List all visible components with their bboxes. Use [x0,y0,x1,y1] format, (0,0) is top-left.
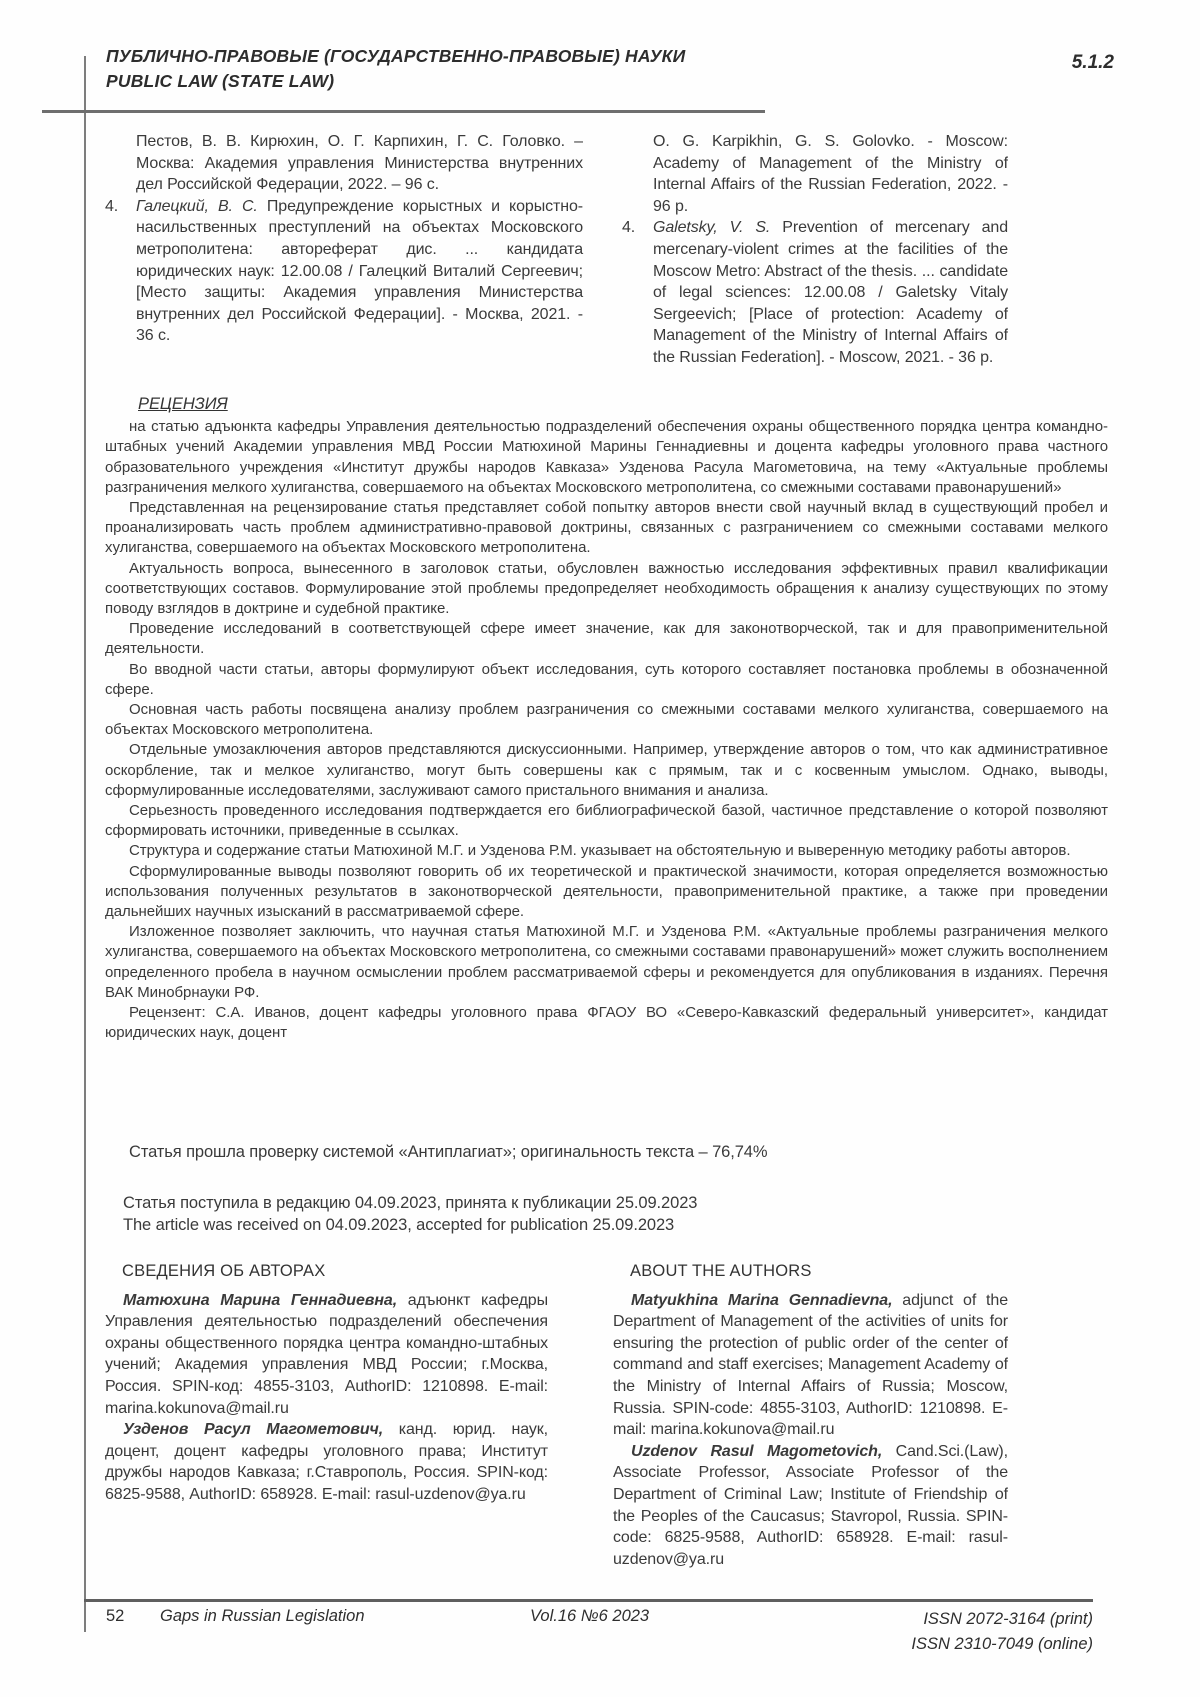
authors-column-ru [105,1261,548,1595]
review-section [105,394,1108,1142]
author-bio [105,1419,548,1505]
review-paragraph: Сформулированные выводы позволяют говорить об их теоретической и практической значимости, которая определяется возможностью использования полученных результатов в законотворческой деятельности, правоприменительной практике, а также при проведении дальнейших научных изысканий в рассматриваемой сфере. [105,862,1108,921]
reference-text: O. G. Karpikhin, G. S. Golovko. - Moscow: Academy of Management of the Ministry of Internal Affairs of the Russian Federation, 2022. - 96 p. [653,133,1008,215]
reference-text: Предупреждение корыстных и корыстно-насильственных преступлений на объектах Московского метрополитена: автореферат дис. ... кандидата юридических наук: 12.00.08 / Галецкий Виталий Сергеевич; [Место защиты: Академия управления Министерства внутренних дел Российской Федерации]. - Москва, 2021. - 36 с. [136,197,583,345]
review-paragraph: на статью адъюнкта кафедры Управления деятельностью подразделений обеспечения охраны общественного порядка центра командно-штабных учений Академии управления МВД России Матюхиной Марины Геннадиевны и доцента кафедры уголовного права частного образовательного учреждения «Институт дружбы народов Кавказа» Узденова Расула Магометовича, на тему «Актуальные проблемы разграничения мелкого хулиганства, совершаемого на объектах Московского метрополитена, со смежными составами правонарушений» [105,418,1108,496]
review-paragraph: Актуальность вопроса, вынесенного в заголовок статьи, обусловлен важностью исследования эффективных правил квалификации соответствующих составов. Формулирование этой проблемы предопределяет необходимость обращения к анализу существующих по этому поводу взглядов в доктрине и судебной практике. [105,559,1108,618]
review-paragraph: Представленная на рецензирование статья представляет собой попытку авторов внести свой научный вклад в существующий пробел и проанализировать часть проблем административно-правовой доктрины, связанных с разграничением со смежными составами мелкого хулиганства, совершаемого на объектах Московского метрополитена. [105,499,1108,557]
reference-text: Пестов, В. В. Кирюхин, О. Г. Карпихин, Г. С. Головко. – Москва: Академия управления Министерства внутренних дел Российской Федерации, 2022. – 96 с. [136,133,583,194]
header-title-en: PUBLIC LAW (STATE LAW) [106,71,335,91]
review-paragraph: Рецензент: С.А. Иванов, доцент кафедры уголовного права ФГАОУ ВО «Северо-Кавказский федеральный университет», кандидат юридических наук, доцент [105,1004,1108,1042]
references-section [105,131,1008,377]
issn-block [911,1607,1093,1657]
authors-heading-ru: СВЕДЕНИЯ ОБ АВТОРАХ [122,1262,326,1280]
author-name: Uzdenov Rasul Magometovich, [631,1442,883,1460]
review-paragraph: Проведение исследований в соответствующей сфере имеет значение, как для законотворческой, так и для правоприменительной деятельности. [105,620,1108,658]
author-bio [613,1290,1008,1441]
reference-number [105,131,136,196]
author-name: Matyukhina Marina Gennadievna, [631,1291,893,1309]
reference-author: Галецкий, В. С. [136,197,258,215]
footer-rule [84,1599,1093,1602]
author-name: Узденов Расул Магометович, [123,1421,384,1439]
reference-item [105,131,583,196]
references-column-en [622,131,1008,377]
author-name: Матюхина Марина Геннадиевна, [123,1291,398,1309]
issn-print: ISSN 2072-3164 (print) [923,1610,1093,1628]
submission-date-en: The article was received on 04.09.2023, accepted for publication 25.09.2023 [123,1216,675,1234]
references-column-ru [105,131,583,377]
section-code: 5.1.2 [1071,52,1114,73]
review-paragraph: Изложенное позволяет заключить, что научная статья Матюхиной М.Г. и Узденова Р.М. «Актуальные проблемы разграничения мелкого хулиганства, совершаемого на объектах Московского метрополитена, со смежными составами правонарушений» может служить восполнением определенного пробела в научном осмыслении проблем рассматриваемой сферы и рекомендуется для опубликования в изданиях. Перечня ВАК Минобрнауки РФ. [105,923,1108,1001]
reference-author: Galetsky, V. S. [653,219,771,237]
review-paragraph: Отдельные умозаключения авторов представляются дискуссионными. Например, утверждение авторов о том, что как административное оскорбление, так и мелкое хулиганство, могут быть совершены как с прямым, так и с косвенным умыслом. Однако, выводы, сформулированные исследователями, заслуживают самого пристального внимания и анализа. [105,741,1108,799]
review-paragraph: Серьезность проведенного исследования подтверждается его библиографической базой, частичное представление о которой позволяют сформировать источники, приведенные в ссылках. [105,802,1108,840]
journal-title: Gaps in Russian Legislation [160,1607,365,1625]
review-paragraph: Структура и содержание статьи Матюхиной М.Г. и Узденова Р.М. указывает на обстоятельную и выверенную методику работы авторов. [129,842,1071,860]
reference-item [622,131,1008,217]
reference-number: 4. [105,197,119,215]
page-number: 52 [106,1607,125,1625]
review-heading: РЕЦЕНЗИЯ [138,395,228,413]
reference-number [622,131,653,217]
authors-column-en [613,1261,1008,1595]
header-title-ru: ПУБЛИЧНО-ПРАВОВЫЕ (ГОСУДАРСТВЕННО-ПРАВОВЫЕ) НАУКИ [106,46,686,66]
reference-item [622,217,1008,368]
review-paragraph: Во вводной части статьи, авторы формулируют объект исследования, суть которого составляет постановка проблемы в обозначенной сфере. [105,660,1108,698]
volume-info: Vol.16 №6 2023 [530,1607,650,1625]
issn-online: ISSN 2310-7049 (online) [911,1635,1093,1653]
submission-date-ru: Статья поступила в редакцию 04.09.2023, принята к публикации 25.09.2023 [123,1194,698,1212]
author-bio [105,1290,548,1420]
author-bio [613,1441,1008,1571]
reference-number: 4. [622,219,636,237]
author-bio-text: adjunct of the Department of Management of the activities of units for ensuring the protection of public order of the center of command and staff exercises; Management Academy of the Ministry of Internal Affairs of Russia; Moscow, Russia. SPIN-code: 4855-3103, AuthorID: 1210898. E-mail: marina.kokunova@mail.ru [613,1291,1008,1439]
author-bio-text: канд. юрид. наук, доцент, доцент кафедры уголовного права; Институт дружбы народов Кавказа; г.Ставрополь, Россия. SPIN-код: 6825-9588, AuthorID: 658928. E-mail: rasul-uzdenov@ya.ru [105,1421,548,1503]
authors-heading-en: ABOUT THE AUTHORS [630,1262,812,1280]
left-margin-rule [84,56,86,1632]
header-rule [42,110,765,113]
authors-section [105,1261,1008,1595]
reference-text: Prevention of mercenary and mercenary-violent crimes at the facilities of the Moscow Metro: Abstract of the thesis. ... candidate of legal sciences: 12.00.08 / Galetsky Vitaly Sergeevich; [Place of protection: Academy of Management of the Ministry of Internal Affairs of the Russian Federation]. - Moscow, 2021. - 36 p. [653,219,1008,366]
author-bio-text: Cand.Sci.(Law), Associate Professor, Associate Professor of the Department of Criminal Law; Institute of Friendship of the Peoples of the Caucasus; Stavropol, Russia. SPIN-code: 6825-9588, AuthorID: 658928. E-mail: rasul-uzdenov@ya.ru [613,1442,1008,1568]
author-bio-text: адъюнкт кафедры Управления деятельностью подразделений обеспечения охраны общественного порядка центра командно-штабных учений; Академия управления МВД России; г.Москва, Россия. SPIN-код: 4855-3103, AuthorID: 1210898. E-mail: marina.kokunova@mail.ru [105,1291,549,1417]
submission-dates [123,1192,697,1236]
plagiarism-note: Статья прошла проверку системой «Антиплагиат»; оригинальность текста – 76,74% [129,1143,768,1161]
reference-item [105,196,583,347]
page-header [106,44,806,94]
review-paragraph: Основная часть работы посвящена анализу проблем разграничения со смежными составами мелкого хулиганства, совершаемого на объектах Московского метрополитена. [105,701,1108,739]
